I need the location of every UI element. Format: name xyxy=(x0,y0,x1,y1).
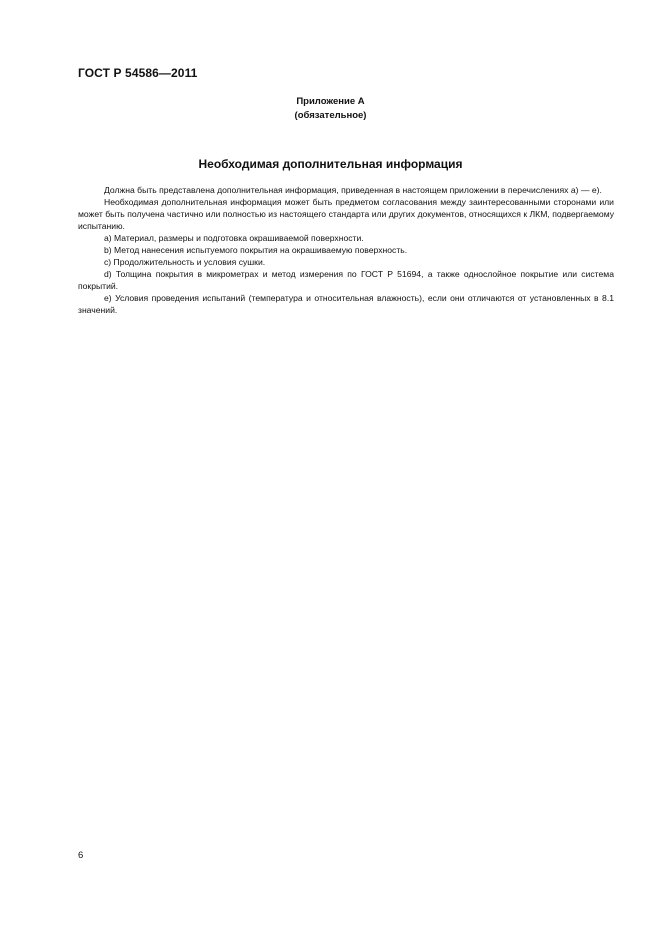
paragraph-intro: Должна быть представлена дополнительная информация, приведенная в настоящем приложении в перечислениях а) — е). xyxy=(104,185,602,195)
list-item-a: а) Материал, размеры и подготовка окрашиваемой поверхности. xyxy=(104,233,364,243)
document-code: ГОСТ Р 54586—2011 xyxy=(78,66,198,80)
list-item-b: b) Метод нанесения испытуемого покрытия на окрашиваемую поверхность. xyxy=(104,245,408,255)
body-text xyxy=(78,184,614,316)
appendix-status: (обязательное) xyxy=(294,110,367,121)
list-item-e: е) Условия проведения испытаний (температура и относительная влажность), если они отличаются от установленных в 8.1 значений. xyxy=(78,293,614,315)
list-item-d: d) Толщина покрытия в микрометрах и метод измерения по ГОСТ Р 51694, а также однослойное покрытие или система покрытий. xyxy=(78,269,614,291)
section-heading: Необходимая дополнительная информация xyxy=(198,157,463,171)
list-item-c: c) Продолжительность и условия сушки. xyxy=(104,257,266,267)
appendix-title: Приложение А xyxy=(296,96,365,107)
paragraph-agreement: Необходимая дополнительная информация может быть предметом согласования между заинтересованными сторонами или может быть получена частично или полностью из настоящего стандарта или других документов, относящихся к ЛКМ, подвергаемому испытанию. xyxy=(78,197,614,231)
page-number: 6 xyxy=(78,850,84,861)
